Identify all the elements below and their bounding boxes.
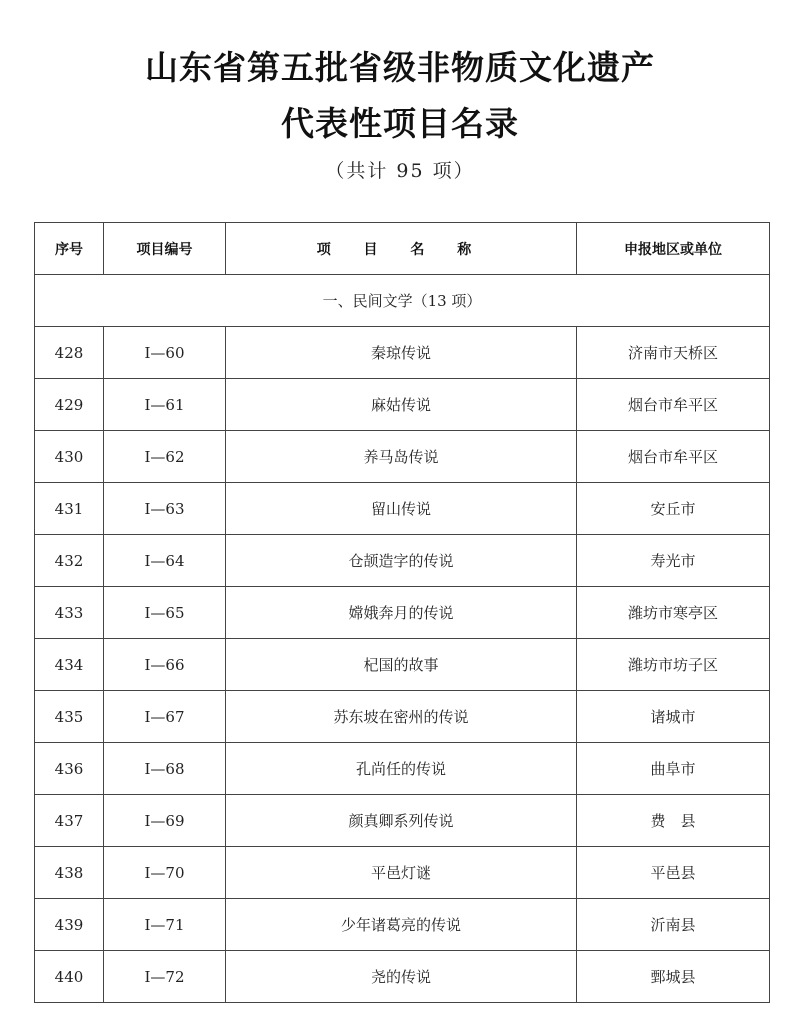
row-region: 烟台市牟平区	[577, 431, 770, 483]
table-row	[35, 483, 770, 535]
row-region: 曲阜市	[577, 743, 770, 795]
table-row	[35, 691, 770, 743]
table-row	[35, 847, 770, 899]
row-name: 麻姑传说	[226, 379, 577, 431]
header-name: 项 目 名 称	[226, 223, 577, 275]
row-code: I—63	[104, 483, 226, 535]
row-code: I—60	[104, 327, 226, 379]
row-seq: 428	[35, 327, 104, 379]
table-row	[35, 899, 770, 951]
row-region: 鄄城县	[577, 951, 770, 1003]
row-seq: 435	[35, 691, 104, 743]
table-row	[35, 587, 770, 639]
table-row	[35, 743, 770, 795]
header-region: 申报地区或单位	[577, 223, 770, 275]
row-seq: 432	[35, 535, 104, 587]
section-title: 一、民间文学（13 项）	[35, 275, 770, 327]
row-name: 秦琼传说	[226, 327, 577, 379]
row-region: 费 县	[577, 795, 770, 847]
row-name: 养马岛传说	[226, 431, 577, 483]
row-name: 孔尚任的传说	[226, 743, 577, 795]
row-code: I—71	[104, 899, 226, 951]
header-code: 项目编号	[104, 223, 226, 275]
row-code: I—64	[104, 535, 226, 587]
row-seq: 440	[35, 951, 104, 1003]
table-row	[35, 535, 770, 587]
row-region: 安丘市	[577, 483, 770, 535]
total-count: （共计 95 项）	[325, 160, 475, 182]
row-code: I—68	[104, 743, 226, 795]
row-seq: 429	[35, 379, 104, 431]
row-region: 诸城市	[577, 691, 770, 743]
row-code: I—72	[104, 951, 226, 1003]
row-code: I—67	[104, 691, 226, 743]
header-seq: 序号	[35, 223, 104, 275]
row-region: 济南市天桥区	[577, 327, 770, 379]
table-row	[35, 639, 770, 691]
header-row	[35, 223, 770, 275]
row-code: I—65	[104, 587, 226, 639]
row-seq: 431	[35, 483, 104, 535]
row-seq: 436	[35, 743, 104, 795]
row-code: I—62	[104, 431, 226, 483]
table-row	[35, 795, 770, 847]
row-name: 少年诸葛亮的传说	[226, 899, 577, 951]
row-region: 寿光市	[577, 535, 770, 587]
row-seq: 438	[35, 847, 104, 899]
row-seq: 437	[35, 795, 104, 847]
section-row	[35, 275, 770, 327]
row-name: 嫦娥奔月的传说	[226, 587, 577, 639]
table-row	[35, 951, 770, 1003]
heritage-list-table	[34, 222, 770, 1003]
document-title-line2: 代表性项目名录	[281, 104, 519, 143]
row-name: 留山传说	[226, 483, 577, 535]
row-name: 颜真卿系列传说	[226, 795, 577, 847]
table-row	[35, 327, 770, 379]
row-region: 潍坊市坊子区	[577, 639, 770, 691]
row-code: I—61	[104, 379, 226, 431]
table-row	[35, 379, 770, 431]
row-name: 尧的传说	[226, 951, 577, 1003]
row-region: 潍坊市寒亭区	[577, 587, 770, 639]
row-seq: 430	[35, 431, 104, 483]
row-code: I—70	[104, 847, 226, 899]
row-seq: 433	[35, 587, 104, 639]
row-code: I—69	[104, 795, 226, 847]
row-name: 平邑灯谜	[226, 847, 577, 899]
row-name: 苏东坡在密州的传说	[226, 691, 577, 743]
row-name: 杞国的故事	[226, 639, 577, 691]
document-title-line1: 山东省第五批省级非物质文化遗产	[145, 48, 655, 87]
row-code: I—66	[104, 639, 226, 691]
row-name: 仓颉造字的传说	[226, 535, 577, 587]
row-region: 平邑县	[577, 847, 770, 899]
row-region: 烟台市牟平区	[577, 379, 770, 431]
row-region: 沂南县	[577, 899, 770, 951]
table-row	[35, 431, 770, 483]
row-seq: 434	[35, 639, 104, 691]
row-seq: 439	[35, 899, 104, 951]
